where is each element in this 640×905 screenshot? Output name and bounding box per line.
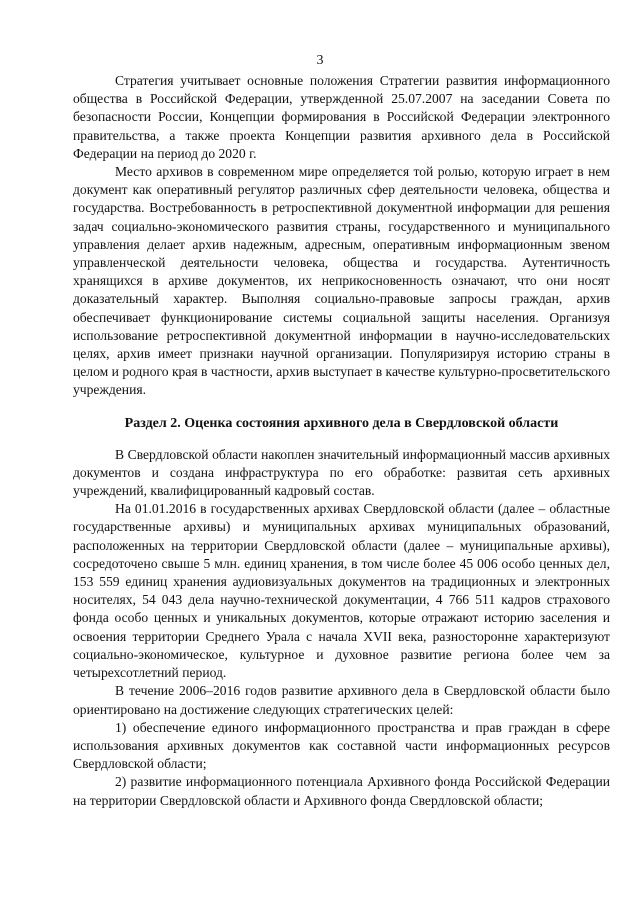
paragraph-strategy-basis: Стратегия учитывает основные положения Стратегии развития информационного общества в Российской Федерации, утвержденной 25.07.2007 на заседании Совета по безопасности России, Концепции формирования в Российской Федерации электронного правительства, а также проекта Концепции развития архивного дела в Российской Федерации на период до 2020 г. [73, 73, 610, 161]
section-heading: Раздел 2. Оценка состояния архивного дела в Свердловской области [124, 415, 559, 431]
paragraph-archive-statistics: На 01.01.2016 в государственных архивах Свердловской области (далее – областные государственные архивы) и муниципальных архивах муниципальных образований, расположенных на территории Свердловской области (далее – муниципальные архивы), сосредоточено свыше 5 млн. единиц хранения, в том числе более 45 006 особо ценных дел, 153 559 единиц хранения аудиовизуальных документов на традиционных и электронных носителях, 54 043 дела научно-технической документации, 4 766 511 кадров страхового фонда особо ценных и уникальных документов, которые отражают историю заселения и освоения территории Среднего Урала с начала XVII века, разносторонне характеризуют социально-экономическое, культурное и духовное развитие региона более чем за четырехсотлетний период. [73, 501, 610, 681]
paragraph-role-of-archives: Место архивов в современном мире определяется той ролью, которую играет в нем документ как оперативный регулятор различных сфер деятельности человека, общества и государства. Востребованность в ретроспективной документной информации для решения задач социально-экономического развития страны, государственного и муниципального управления делает архив надежным, адресным, оперативным информационным звеном управленческой деятельности человека, общества и государства. Аутентичность хранящихся в архиве документов, их неприкосновенность означают, что они носят доказательный характер. Выполняя социально-правовые запросы граждан, архив обеспечивает функционирование системы социальной защиты населения. Организуя использование ретроспективной документной информации в научно-исследовательских целях, архив имеет признаки научной организации. Популяризируя историю страны в целом и родного края в частности, архив выступает в качестве культурно-просветительского учреждения. [73, 164, 610, 398]
paragraph-strategic-goals-intro: В течение 2006–2016 годов развитие архивного дела в Свердловской области было ориентировано на достижение следующих стратегических целей: [73, 683, 610, 717]
paragraph-archive-infrastructure: В Свердловской области накоплен значительный информационный массив архивных документов и создана инфраструктура по его обработке: развитая сеть архивных учреждений, квалифицированный кадровый состав. [73, 446, 610, 499]
list-item-goal-1: 1) обеспечение единого информационного пространства и прав граждан в сфере использования архивных документов как составной части информационных ресурсов Свердловской области; [73, 719, 610, 772]
list-item-goal-2: 2) развитие информационного потенциала Архивного фонда Российской Федерации на территории Свердловской области и Архивного фонда Свердловской области; [73, 774, 610, 808]
document-body [73, 72, 610, 810]
page-number: 3 [316, 53, 324, 68]
